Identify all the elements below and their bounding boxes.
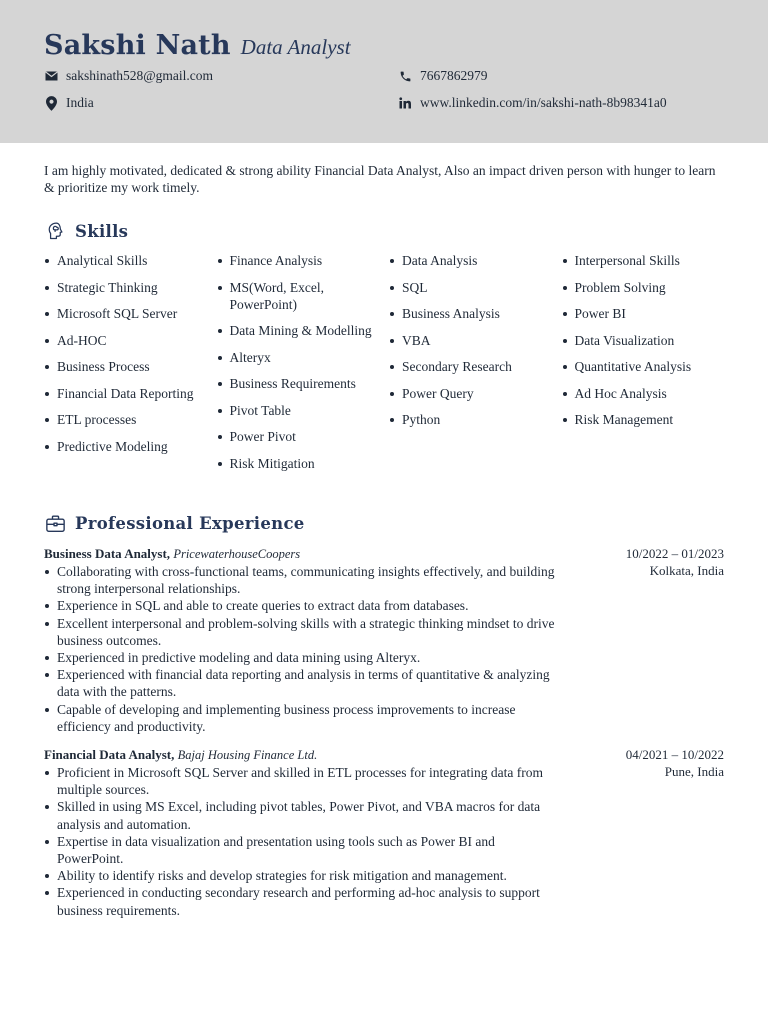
skill-item: Data Mining & Modelling bbox=[217, 322, 390, 339]
experience-heading bbox=[44, 512, 305, 534]
skills-column-1 bbox=[44, 252, 217, 481]
skill-item: Strategic Thinking bbox=[44, 279, 217, 296]
job-title-line bbox=[44, 545, 724, 563]
location-text: India bbox=[66, 95, 94, 110]
job-bullet: Ability to identify risks and develop strategies for risk mitigation and management. bbox=[44, 867, 556, 884]
brain-head-icon bbox=[44, 220, 66, 242]
job-bullet: Collaborating with cross-functional teams, communicating insights effectively, and building strong interpersonal relationships. bbox=[44, 563, 556, 597]
skill-item: Predictive Modeling bbox=[44, 438, 217, 455]
linkedin-text[interactable]: www.linkedin.com/in/sakshi-nath-8b98341a0 bbox=[420, 95, 667, 110]
map-pin-icon bbox=[44, 96, 58, 110]
skill-item: SQL bbox=[389, 279, 562, 296]
name-row bbox=[44, 30, 724, 61]
skill-item: Ad-HOC bbox=[44, 332, 217, 349]
job-entry bbox=[44, 545, 724, 735]
job-bullet: Expertise in data visualization and presentation using tools such as Power BI and PowerPoint. bbox=[44, 833, 556, 867]
contact-email[interactable] bbox=[44, 68, 213, 84]
skill-item: Microsoft SQL Server bbox=[44, 305, 217, 322]
job-company: PricewaterhouseCoopers bbox=[173, 547, 301, 561]
profile-summary: I am highly motivated, dedicated & strong ability Financial Data Analyst, Also an impact driven person with hunger to learn & prioritize my work timely. bbox=[44, 163, 716, 195]
skills-heading bbox=[44, 220, 128, 242]
linkedin-icon bbox=[398, 96, 412, 110]
skill-item: ETL processes bbox=[44, 411, 217, 428]
job-bullet: Experienced with financial data reporting and analysis in terms of quantitative & analyzing data with the patterns. bbox=[44, 666, 556, 700]
contact-linkedin[interactable] bbox=[398, 95, 667, 111]
job-location: Kolkata, India bbox=[649, 563, 724, 578]
skill-item: Risk Mitigation bbox=[217, 455, 390, 472]
skill-item: Business Analysis bbox=[389, 305, 562, 322]
job-meta bbox=[626, 545, 724, 579]
skill-item: Python bbox=[389, 411, 562, 428]
job-bullet: Skilled in using MS Excel, including pivot tables, Power Pivot, and VBA macros for data analysis and automation. bbox=[44, 798, 556, 832]
email-text[interactable]: sakshinath528@gmail.com bbox=[66, 68, 214, 83]
briefcase-icon bbox=[44, 512, 66, 534]
job-bullet: Experienced in conducting secondary research and performing ad-hoc analysis to support business requirements. bbox=[44, 884, 556, 918]
skill-item: Financial Data Reporting bbox=[44, 385, 217, 402]
job-bullet: Experienced in predictive modeling and data mining using Alteryx. bbox=[44, 649, 556, 666]
envelope-icon bbox=[44, 69, 58, 83]
skill-item: VBA bbox=[389, 332, 562, 349]
phone-icon bbox=[398, 69, 412, 83]
skill-item: Power Pivot bbox=[217, 428, 390, 445]
job-bullets bbox=[44, 764, 556, 919]
skill-item: Power BI bbox=[562, 305, 735, 322]
contact-phone[interactable] bbox=[398, 68, 488, 84]
skills-column-3 bbox=[389, 252, 562, 481]
skill-item: MS(Word, Excel, PowerPoint) bbox=[217, 279, 390, 313]
skill-item: Interpersonal Skills bbox=[562, 252, 735, 269]
job-meta bbox=[626, 746, 724, 780]
skills-grid bbox=[44, 252, 734, 481]
skill-item: Business Process bbox=[44, 358, 217, 375]
skills-title: Skills bbox=[75, 221, 129, 241]
job-bullet: Capable of developing and implementing business process improvements to increase efficiency and productivity. bbox=[44, 701, 556, 735]
job-bullet: Excellent interpersonal and problem-solving skills with a strategic thinking mindset to drive business outcomes. bbox=[44, 615, 556, 649]
skills-column-4 bbox=[562, 252, 735, 481]
skill-item: Alteryx bbox=[217, 349, 390, 366]
skill-item: Secondary Research bbox=[389, 358, 562, 375]
job-dates: 10/2022 – 01/2023 bbox=[625, 546, 724, 561]
contact-location bbox=[44, 95, 94, 111]
skill-item: Analytical Skills bbox=[44, 252, 217, 269]
skill-item: Quantitative Analysis bbox=[562, 358, 735, 375]
job-bullets bbox=[44, 563, 556, 735]
phone-text[interactable]: 7667862979 bbox=[420, 68, 488, 83]
experience-title: Professional Experience bbox=[75, 513, 305, 533]
job-company: Bajaj Housing Finance Ltd. bbox=[177, 748, 318, 762]
skill-item: Finance Analysis bbox=[217, 252, 390, 269]
resume-header bbox=[0, 0, 768, 143]
job-bullet: Proficient in Microsoft SQL Server and skilled in ETL processes for integrating data from multiple sources. bbox=[44, 764, 556, 798]
skill-item: Ad Hoc Analysis bbox=[562, 385, 735, 402]
candidate-name: Sakshi Nath bbox=[44, 30, 231, 61]
job-role: Business Data Analyst, bbox=[44, 546, 171, 561]
skill-item: Pivot Table bbox=[217, 402, 390, 419]
skill-item: Data Visualization bbox=[562, 332, 735, 349]
skill-item: Business Requirements bbox=[217, 375, 390, 392]
job-bullet: Experience in SQL and able to create queries to extract data from databases. bbox=[44, 597, 556, 614]
skill-item: Risk Management bbox=[562, 411, 735, 428]
job-dates: 04/2021 – 10/2022 bbox=[625, 747, 724, 762]
job-entry bbox=[44, 746, 724, 919]
candidate-title: Data Analyst bbox=[240, 35, 351, 59]
skill-item: Data Analysis bbox=[389, 252, 562, 269]
skill-item: Power Query bbox=[389, 385, 562, 402]
job-title-line bbox=[44, 746, 724, 764]
job-role: Financial Data Analyst, bbox=[44, 747, 175, 762]
job-location: Pune, India bbox=[664, 764, 724, 779]
skill-item: Problem Solving bbox=[562, 279, 735, 296]
skills-column-2 bbox=[217, 252, 390, 481]
